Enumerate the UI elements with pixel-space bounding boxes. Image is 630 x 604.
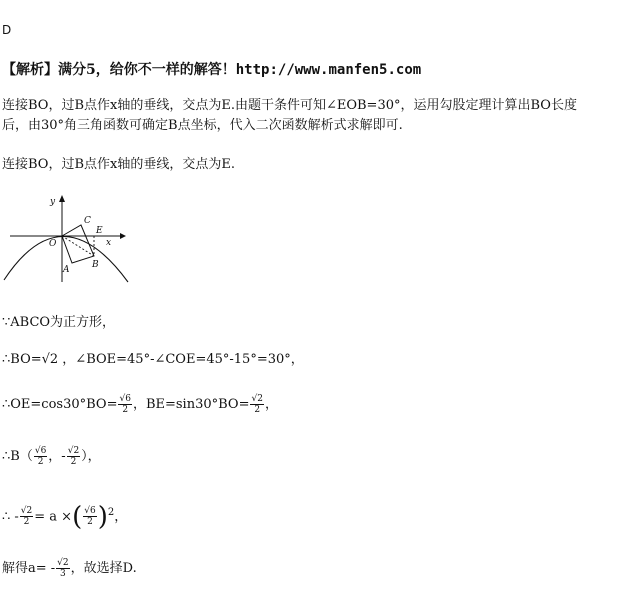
solution-step-1: 连接BO，过B点作x轴的垂线，交点为E. — [2, 157, 235, 172]
step5-text-c: ）， — [81, 449, 101, 464]
label-b: B — [92, 260, 99, 270]
analysis-url: http://www.manfen5.com — [235, 62, 422, 78]
analysis-heading — [2, 62, 421, 78]
fraction-root6-over-2 — [34, 446, 47, 467]
step6-text-b: = a × — [34, 509, 73, 525]
label-a: A — [63, 265, 70, 275]
solution-step-4 — [2, 394, 278, 416]
right-paren: ) — [97, 501, 108, 532]
step7-text-a: 解得a= - — [2, 561, 56, 576]
fraction-root6-over-2 — [83, 506, 96, 527]
frac-num: √6 — [119, 394, 131, 404]
step4-text-c: ， — [264, 397, 278, 412]
frac-den: 2 — [70, 457, 77, 467]
solution-step-3: ∴BO=√2 ，∠BOE=45°-∠COE=45°-15°=30°， — [2, 352, 304, 367]
frac-num: √2 — [67, 446, 80, 456]
analysis-paragraph-line-1: 连接BO，过B点作x轴的垂线，交点为E.由题干条件可知∠EOB=30°，运用勾股定理计算出BO长度 — [2, 98, 577, 113]
answer-letter: D — [2, 23, 12, 37]
y-axis-arrow-icon — [59, 195, 65, 202]
exponent: 2 — [107, 507, 115, 518]
label-e: E — [96, 226, 103, 236]
frac-den: 2 — [23, 517, 30, 528]
x-axis-arrow-icon — [120, 233, 126, 239]
fraction-root2-over-2 — [20, 506, 33, 527]
label-c: C — [84, 216, 91, 226]
frac-num: √6 — [84, 506, 96, 517]
analysis-head-text: 【解析】满分5，给你不一样的解答！ — [2, 62, 236, 78]
step4-text-a: ∴OE=cos30°BO= — [2, 397, 118, 412]
label-x: x — [106, 238, 112, 248]
step5-text-b: ，- — [48, 449, 66, 464]
fraction-root2-over-2 — [250, 394, 263, 415]
frac-den: 2 — [254, 405, 261, 415]
step6-text-c: ， — [114, 509, 128, 525]
square-abco — [62, 225, 94, 263]
step4-text-b: ，BE=sin30°BO= — [132, 397, 250, 412]
solution-step-6 — [2, 498, 127, 532]
fraction-root2-over-3 — [56, 558, 69, 579]
frac-num: √6 — [34, 446, 47, 456]
label-y: y — [50, 197, 56, 207]
step5-text-a: ∴B（ — [2, 449, 33, 464]
step6-text-a: ∴ - — [2, 509, 19, 525]
analysis-paragraph-line-2: 后，由30°角三角函数可确定B点坐标，代入二次函数解析式求解即可. — [2, 118, 403, 133]
frac-den: 2 — [37, 457, 44, 467]
fraction-root2-over-2 — [67, 446, 80, 467]
frac-den: 2 — [122, 405, 129, 415]
solution-step-7 — [2, 558, 137, 580]
fraction-root6-over-2 — [118, 394, 131, 415]
frac-num: √2 — [251, 394, 263, 404]
frac-num: √2 — [57, 558, 69, 568]
frac-num: √2 — [20, 506, 33, 517]
label-o: O — [49, 239, 57, 249]
step7-text-b: ，故选择D. — [70, 561, 137, 576]
left-paren: ( — [72, 501, 83, 532]
frac-den: 2 — [87, 517, 93, 528]
frac-den: 3 — [60, 569, 66, 579]
parabola-figure — [2, 190, 132, 285]
solution-step-2: ∵ABCO为正方形， — [2, 315, 116, 330]
solution-step-5 — [2, 446, 101, 468]
